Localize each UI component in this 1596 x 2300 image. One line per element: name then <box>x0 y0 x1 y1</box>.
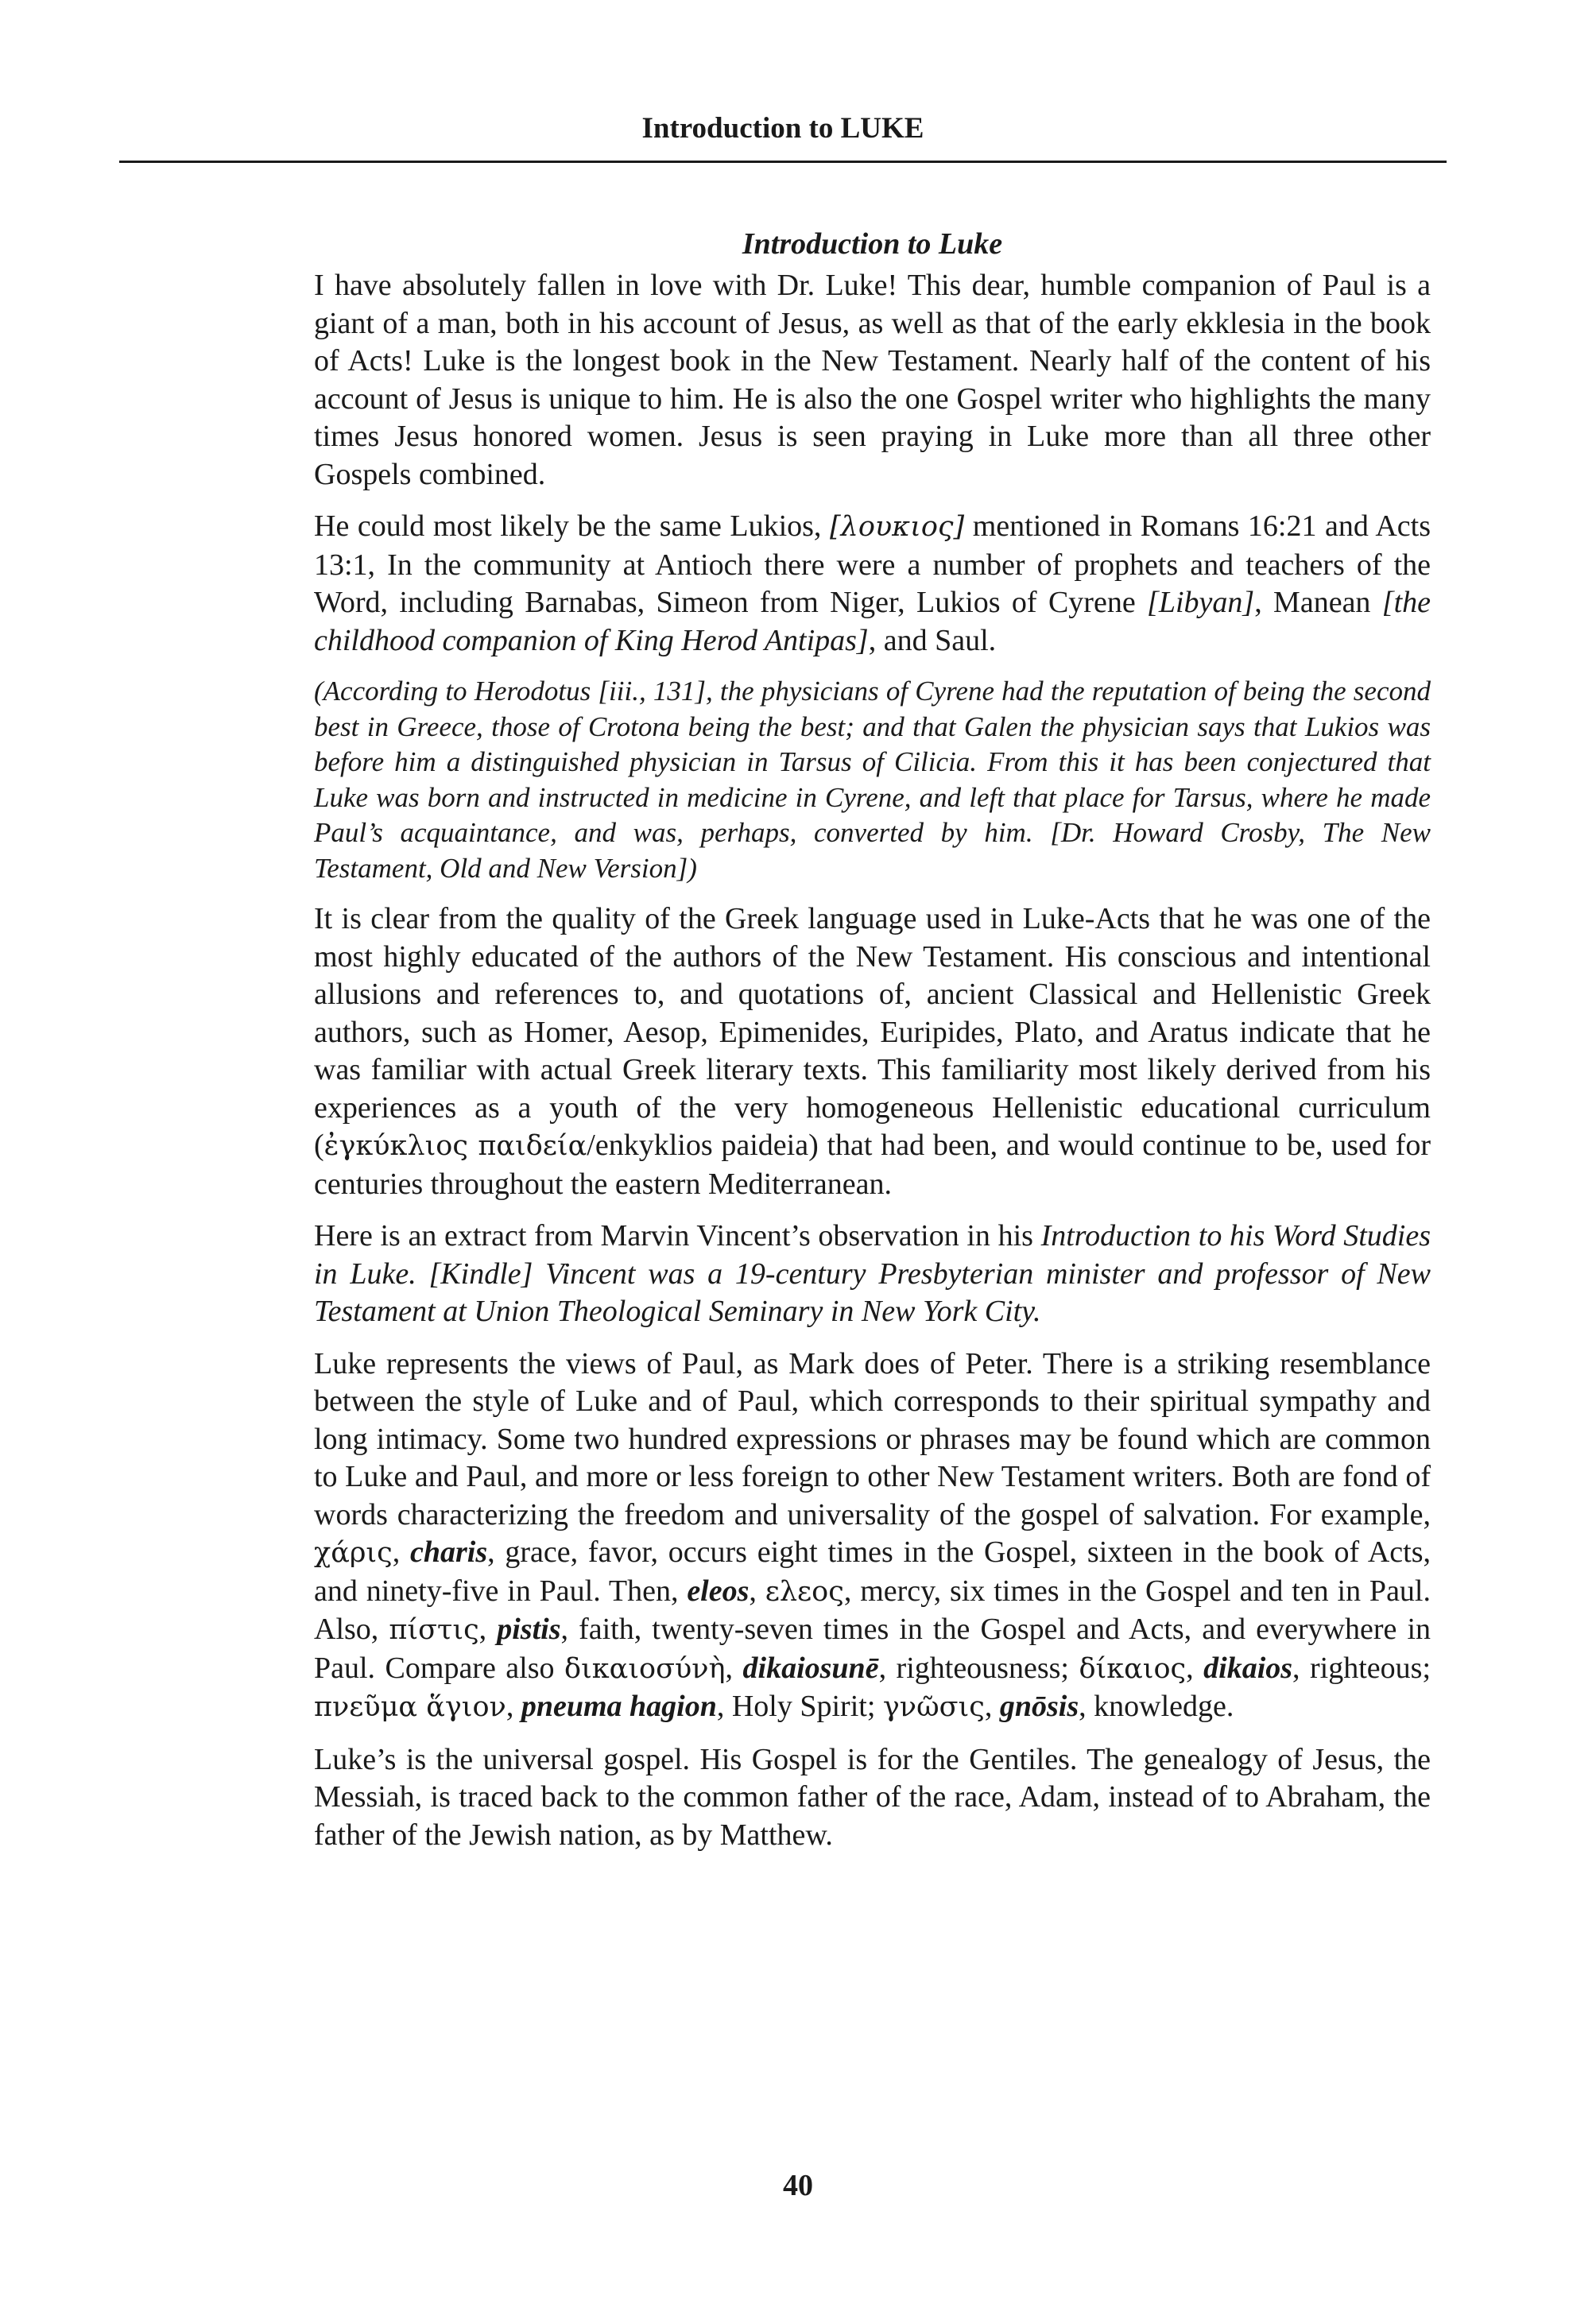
paragraph-vincent-quote: Luke represents the views of Paul, as Mark does of Peter. There is a striking resemblance between the style of Luke and of Paul, which corresponds to their spiritual sympathy and long intimacy. Some two hundred expressions or phrases may be found which are common to Luke and Paul, and more or less foreign to other New Testament writers. Both are fond of words characterizing the freedom and universality of the gospel of salvation. For example, χάρις, charis, grace, favor, occurs eight times in the Gospel, sixteen in the book of Acts, and ninety-five in Paul. Then, eleos, ελεος, mercy, six times in the Gospel and ten in Paul. Also, πίστις, pistis, faith, twenty-seven times in the Gospel and Acts, and everywhere in Paul. Compare also δικαιοσύνὴ, dikaiosunē, righteousness; δίκαιος, dikaios, righteous; πνεῦμα ἅγιον, pneuma hagion, Holy Spirit; γνῶσις, gnōsis, knowledge. <box>314 1346 1431 1723</box>
paragraph-intro: I have absolutely fallen in love with Dr. Luke! This dear, humble companion of Paul is a giant of a man, both in his account of Jesus, as well as that of the early ekklesia in the book of Acts! Luke is the longest book in the New Testament. Nearly half of the content of his account of Jesus is unique to him. He is also the one Gospel writer who highlights the many times Jesus honored women. Jesus is seen praying in Luke more than all three other Gospels combined. <box>314 269 1431 491</box>
greek-term: πίστις <box>389 1614 479 1646</box>
greek-term: πνεῦμα ἅγιον <box>314 1691 506 1723</box>
paragraph-lukios: He could most likely be the same Lukios, [λουκιος] mentioned in Romans 16:21 and Acts 13:1, In the community at Antioch there were a number of prophets and teachers of the Word, including Barnabas, Simeon from Niger, Lukios of Cyrene [Libyan], Manean [the childhood companion of King Herod Antipas], and Saul. <box>314 509 1431 657</box>
greek-term: γνῶσις <box>882 1691 985 1723</box>
paragraph-universal-gospel: Luke’s is the universal gospel. His Gospel is for the Gentiles. The genealogy of Jesus, the Messiah, is traced back to the common father of the race, Adam, instead of to Abraham, the father of the Jewish nation, as by Matthew. <box>314 1742 1431 1852</box>
greek-term: ελεος <box>765 1575 844 1608</box>
section-title: Introduction to Luke <box>742 227 1003 261</box>
header-rule <box>119 161 1447 163</box>
page-body <box>314 224 1431 1868</box>
greek-term: δικαιοσύνὴ <box>564 1652 726 1685</box>
running-head: Introduction to LUKE <box>641 112 924 145</box>
paragraph-vincent-intro: Here is an extract from Marvin Vincent’s observation in his Introduction to his Word Studies in Luke. [Kindle] Vincent was a 19-century Presbyterian minister and professor of New Testament at Union Theological Seminary in New York City. <box>314 1219 1431 1328</box>
paragraph-greek-language: It is clear from the quality of the Greek language used in Luke-Acts that he was one of the most highly educated of the authors of the New Testament. His conscious and intentional allusions and references to, and quotations of, ancient Classical and Hellenistic Greek authors, such as Homer, Aesop, Epimenides, Euripides, Plato, and Aratus indicate that he was familiar with actual Greek literary texts. This familiarity most likely derived from his experiences as a youth of the very homogeneous Hellenistic educational curriculum (ἐγκύκλιος παιδεία/enkyklios paideia) that had been, and would continue to be, used for centuries throughout the eastern Mediterranean. <box>314 902 1431 1201</box>
paragraph-herodotus-note: (According to Herodotus [iii., 131], the physicians of Cyrene had the reputation of being the second best in Greece, those of Crotona being the best; and that Galen the physician says that Lukios was before him a distinguished physician in Tarsus of Cilicia. From this it has been conjectured that Luke was born and instructed in medicine in Cyrene, and left that place for Tarsus, where he made Paul’s acquaintance, and was, perhaps, converted by him. [Dr. Howard Crosby, The New Testament, Old and New Version]) <box>314 676 1431 884</box>
greek-term: δίκαιος <box>1079 1652 1187 1685</box>
page-number: 40 <box>783 2169 813 2202</box>
greek-term: χάρις <box>314 1537 393 1569</box>
greek-term: [λουκιος] <box>830 511 965 543</box>
greek-term: ἐγκύκλιος παιδεία <box>323 1130 587 1162</box>
